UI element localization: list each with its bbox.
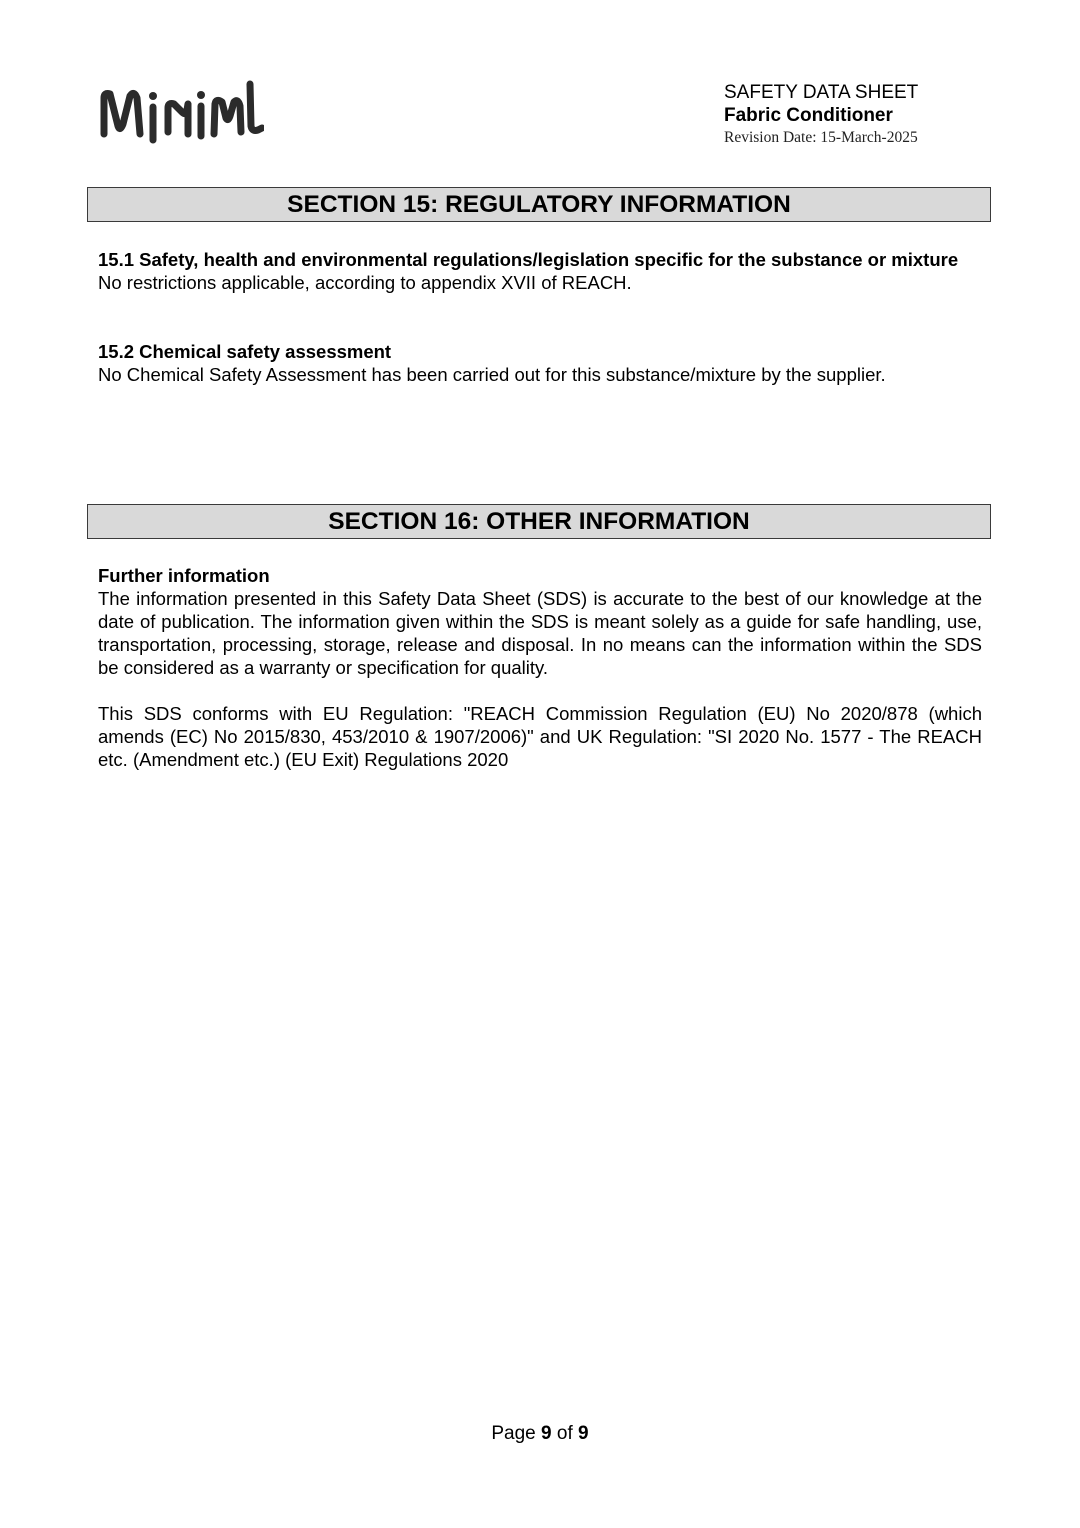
further-information-text: The information presented in this Safety Data Sheet (SDS) is accurate to the best of our knowledge at the date of publication. The information given within the SDS is meant solely as a guide for safe handling, use, transportation, processing, storage, release and disposal. In no means can the information within the SDS be considered as a warranty or specification for quality. bbox=[98, 588, 982, 678]
section-15-title: SECTION 15: REGULATORY INFORMATION bbox=[87, 187, 991, 222]
subsection-15-2-text: No Chemical Safety Assessment has been carried out for this substance/mixture by the supplier. bbox=[98, 364, 886, 385]
document-header bbox=[724, 82, 1054, 148]
brand-logo bbox=[98, 74, 264, 150]
subsection-15-1-text: No restrictions applicable, according to appendix XVII of REACH. bbox=[98, 272, 632, 293]
subsection-15-1 bbox=[98, 248, 982, 294]
document-type: SAFETY DATA SHEET bbox=[724, 82, 919, 103]
further-information-heading: Further information bbox=[98, 565, 270, 586]
further-information bbox=[98, 564, 982, 679]
page-current: 9 bbox=[541, 1423, 552, 1444]
subsection-15-2-heading: 15.2 Chemical safety assessment bbox=[98, 341, 392, 362]
page-label: Page bbox=[491, 1423, 536, 1444]
page-total: 9 bbox=[578, 1423, 589, 1444]
subsection-15-1-heading: 15.1 Safety, health and environmental regulations/legislation specific for the substance or mixture bbox=[98, 249, 959, 270]
page-of-label: of bbox=[556, 1423, 573, 1444]
revision-date: Revision Date: 15-March-2025 bbox=[724, 129, 918, 146]
conformance-text: This SDS conforms with EU Regulation: "REACH Commission Regulation (EU) No 2020/878 (which amends (EC) No 2015/830, 453/2010 & 1907/2006)" and UK Regulation: "SI 2020 No. 1577 - The REACH etc. (Amendment etc.) (EU Exit) Regulations 2020 bbox=[98, 703, 982, 770]
page-footer bbox=[0, 1423, 1080, 1445]
conformance-statement bbox=[98, 702, 982, 771]
subsection-15-2 bbox=[98, 340, 982, 386]
product-name: Fabric Conditioner bbox=[724, 105, 893, 126]
section-16-title: SECTION 16: OTHER INFORMATION bbox=[87, 504, 991, 539]
